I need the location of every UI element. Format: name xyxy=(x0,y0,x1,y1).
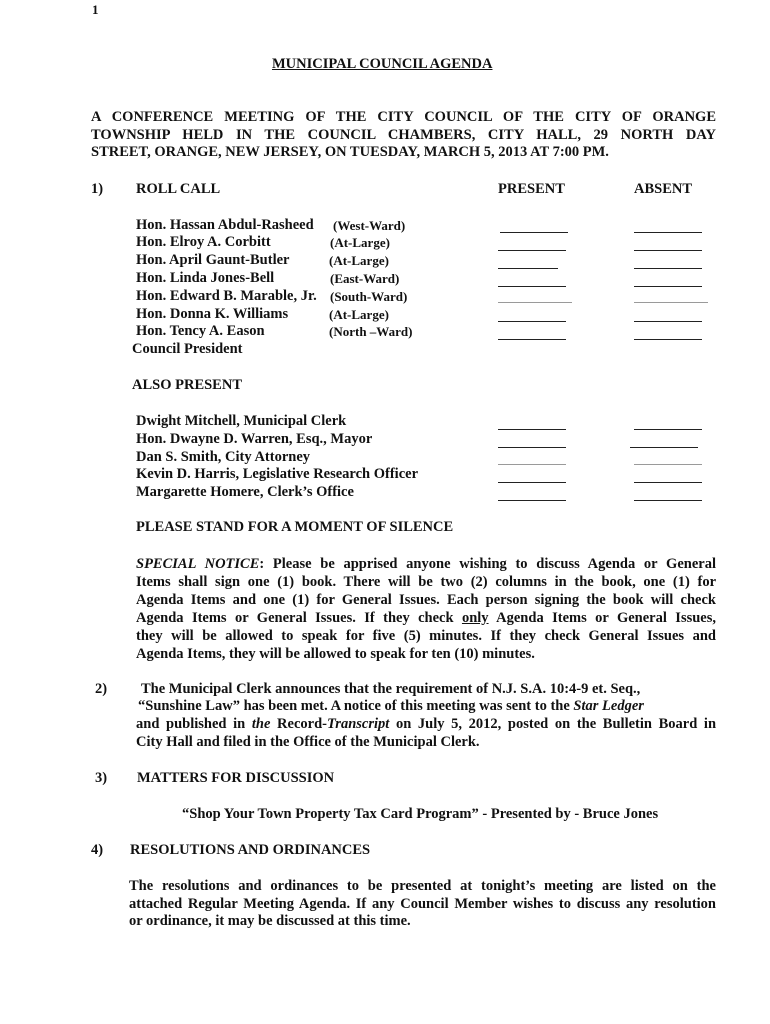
absent-blank xyxy=(634,302,708,303)
discussion-heading: MATTERS FOR DISCUSSION xyxy=(137,770,335,786)
official-name: Margarette Homere, Clerk’s Office xyxy=(136,484,354,500)
also-present-heading: ALSO PRESENT xyxy=(132,377,242,393)
star-ledger: Star Ledger xyxy=(573,698,644,714)
member-name: Hon. Linda Jones-Bell xyxy=(136,270,275,286)
council-president-label: Council President xyxy=(132,341,243,357)
absent-blank xyxy=(630,447,698,448)
resolutions-heading: RESOLUTIONS AND ORDINANCES xyxy=(130,842,371,858)
absent-blank xyxy=(634,286,702,287)
special-notice-line: Agenda Items or General Issues. If they check xyxy=(136,610,462,626)
special-notice-line: Agenda Items and one (1) for General Issues. Each person signing the book will check xyxy=(136,592,716,608)
resolutions-line: or ordinance, it may be discussed at this time. xyxy=(129,913,411,929)
special-notice-line: they will be allowed to speak for five (5) minutes. If they check General Issues and xyxy=(136,628,716,644)
present-blank xyxy=(498,464,566,465)
member-name: Hon. Elroy A. Corbitt xyxy=(136,234,271,250)
sunshine-line: City Hall and filed in the Office of the Municipal Clerk. xyxy=(136,734,480,750)
present-column-header: PRESENT xyxy=(498,181,565,197)
special-notice-label: SPECIAL NOTICE xyxy=(136,556,260,572)
present-blank xyxy=(498,500,566,501)
member-ward: (East-Ward) xyxy=(330,271,400,286)
official-name: Kevin D. Harris, Legislative Research Officer xyxy=(136,466,419,482)
special-notice-line: Agenda Items or General Issues, xyxy=(488,610,716,626)
absent-blank xyxy=(634,464,702,465)
absent-blank xyxy=(634,232,702,233)
absent-blank xyxy=(634,268,702,269)
emphasis-only: only xyxy=(461,610,489,626)
present-blank xyxy=(498,321,566,322)
item-number-3: 3) xyxy=(95,770,108,786)
official-name: Dan S. Smith, City Attorney xyxy=(136,449,311,465)
page-title: MUNICIPAL COUNCIL AGENDA xyxy=(272,56,493,72)
member-ward: (West-Ward) xyxy=(333,218,406,233)
special-notice-line: : Please be apprised anyone wishing to discuss Agenda or General xyxy=(259,556,716,572)
absent-blank xyxy=(634,321,702,322)
sunshine-line: “Sunshine Law” has been met. A notice of this meeting was sent to the Star Ledger xyxy=(138,698,644,714)
roll-call-heading: ROLL CALL xyxy=(136,181,221,197)
sunshine-line: and published in the Record-Transcript on July 5, 2012, posted on the Bulletin Board in xyxy=(136,716,717,732)
absent-blank xyxy=(634,482,702,483)
absent-blank xyxy=(634,250,702,251)
absent-column-header: ABSENT xyxy=(634,181,693,197)
intro-line-3: STREET, ORANGE, NEW JERSEY, ON TUESDAY, MARCH 5, 2013 AT 7:00 PM. xyxy=(91,144,609,160)
special-notice-line: Agenda Items, they will be allowed to speak for ten (10) minutes. xyxy=(136,646,535,662)
member-name: Hon. April Gaunt-Butler xyxy=(136,252,290,268)
official-name: Hon. Dwayne D. Warren, Esq., Mayor xyxy=(136,431,373,447)
moment-of-silence: PLEASE STAND FOR A MOMENT OF SILENCE xyxy=(136,519,454,535)
intro-line-2: TOWNSHIP HELD IN THE COUNCIL CHAMBERS, CITY HALL, 29 NORTH DAY xyxy=(91,127,716,143)
item-number-4: 4) xyxy=(91,842,104,858)
absent-blank xyxy=(634,500,702,501)
page-marker: 1 xyxy=(92,2,99,17)
intro-line-1: A CONFERENCE MEETING OF THE CITY COUNCIL OF THE CITY OF ORANGE xyxy=(91,109,716,125)
member-name: Hon. Tency A. Eason xyxy=(136,323,265,339)
present-blank xyxy=(498,286,566,287)
member-name: Hon. Donna K. Williams xyxy=(136,306,289,322)
present-blank xyxy=(498,250,566,251)
special-notice xyxy=(136,555,716,663)
special-notice-line: Items shall sign one (1) book. There will be two (2) columns in the book, one (1) for xyxy=(136,574,716,590)
member-name: Hon. Hassan Abdul-Rasheed xyxy=(136,217,314,233)
sunshine-line: The Municipal Clerk announces that the requirement of N.J. S.A. 10:4-9 et. Seq., xyxy=(141,681,641,697)
discussion-item: “Shop Your Town Property Tax Card Program” - Presented by - Bruce Jones xyxy=(182,806,659,822)
member-name: Hon. Edward B. Marable, Jr. xyxy=(136,288,317,304)
member-ward: (North –Ward) xyxy=(329,324,413,339)
absent-blank xyxy=(634,339,702,340)
present-blank xyxy=(500,232,568,233)
present-blank xyxy=(498,339,566,340)
member-ward: (At-Large) xyxy=(329,307,389,322)
official-name: Dwight Mitchell, Municipal Clerk xyxy=(136,413,347,429)
resolutions-line: The resolutions and ordinances to be presented at tonight’s meeting are listed on the xyxy=(129,878,716,894)
member-ward: (At-Large) xyxy=(330,235,390,250)
present-blank xyxy=(498,268,558,269)
absent-blank xyxy=(634,429,702,430)
item-number-1: 1) xyxy=(91,181,104,197)
present-blank xyxy=(498,429,566,430)
present-blank xyxy=(498,482,566,483)
resolutions-line: attached Regular Meeting Agenda. If any Council Member wishes to discuss any resolution xyxy=(129,896,716,912)
present-blank xyxy=(498,302,572,303)
member-ward: (South-Ward) xyxy=(330,289,408,304)
present-blank xyxy=(498,447,566,448)
member-ward: (At-Large) xyxy=(329,253,389,268)
item-number-2: 2) xyxy=(95,681,108,697)
